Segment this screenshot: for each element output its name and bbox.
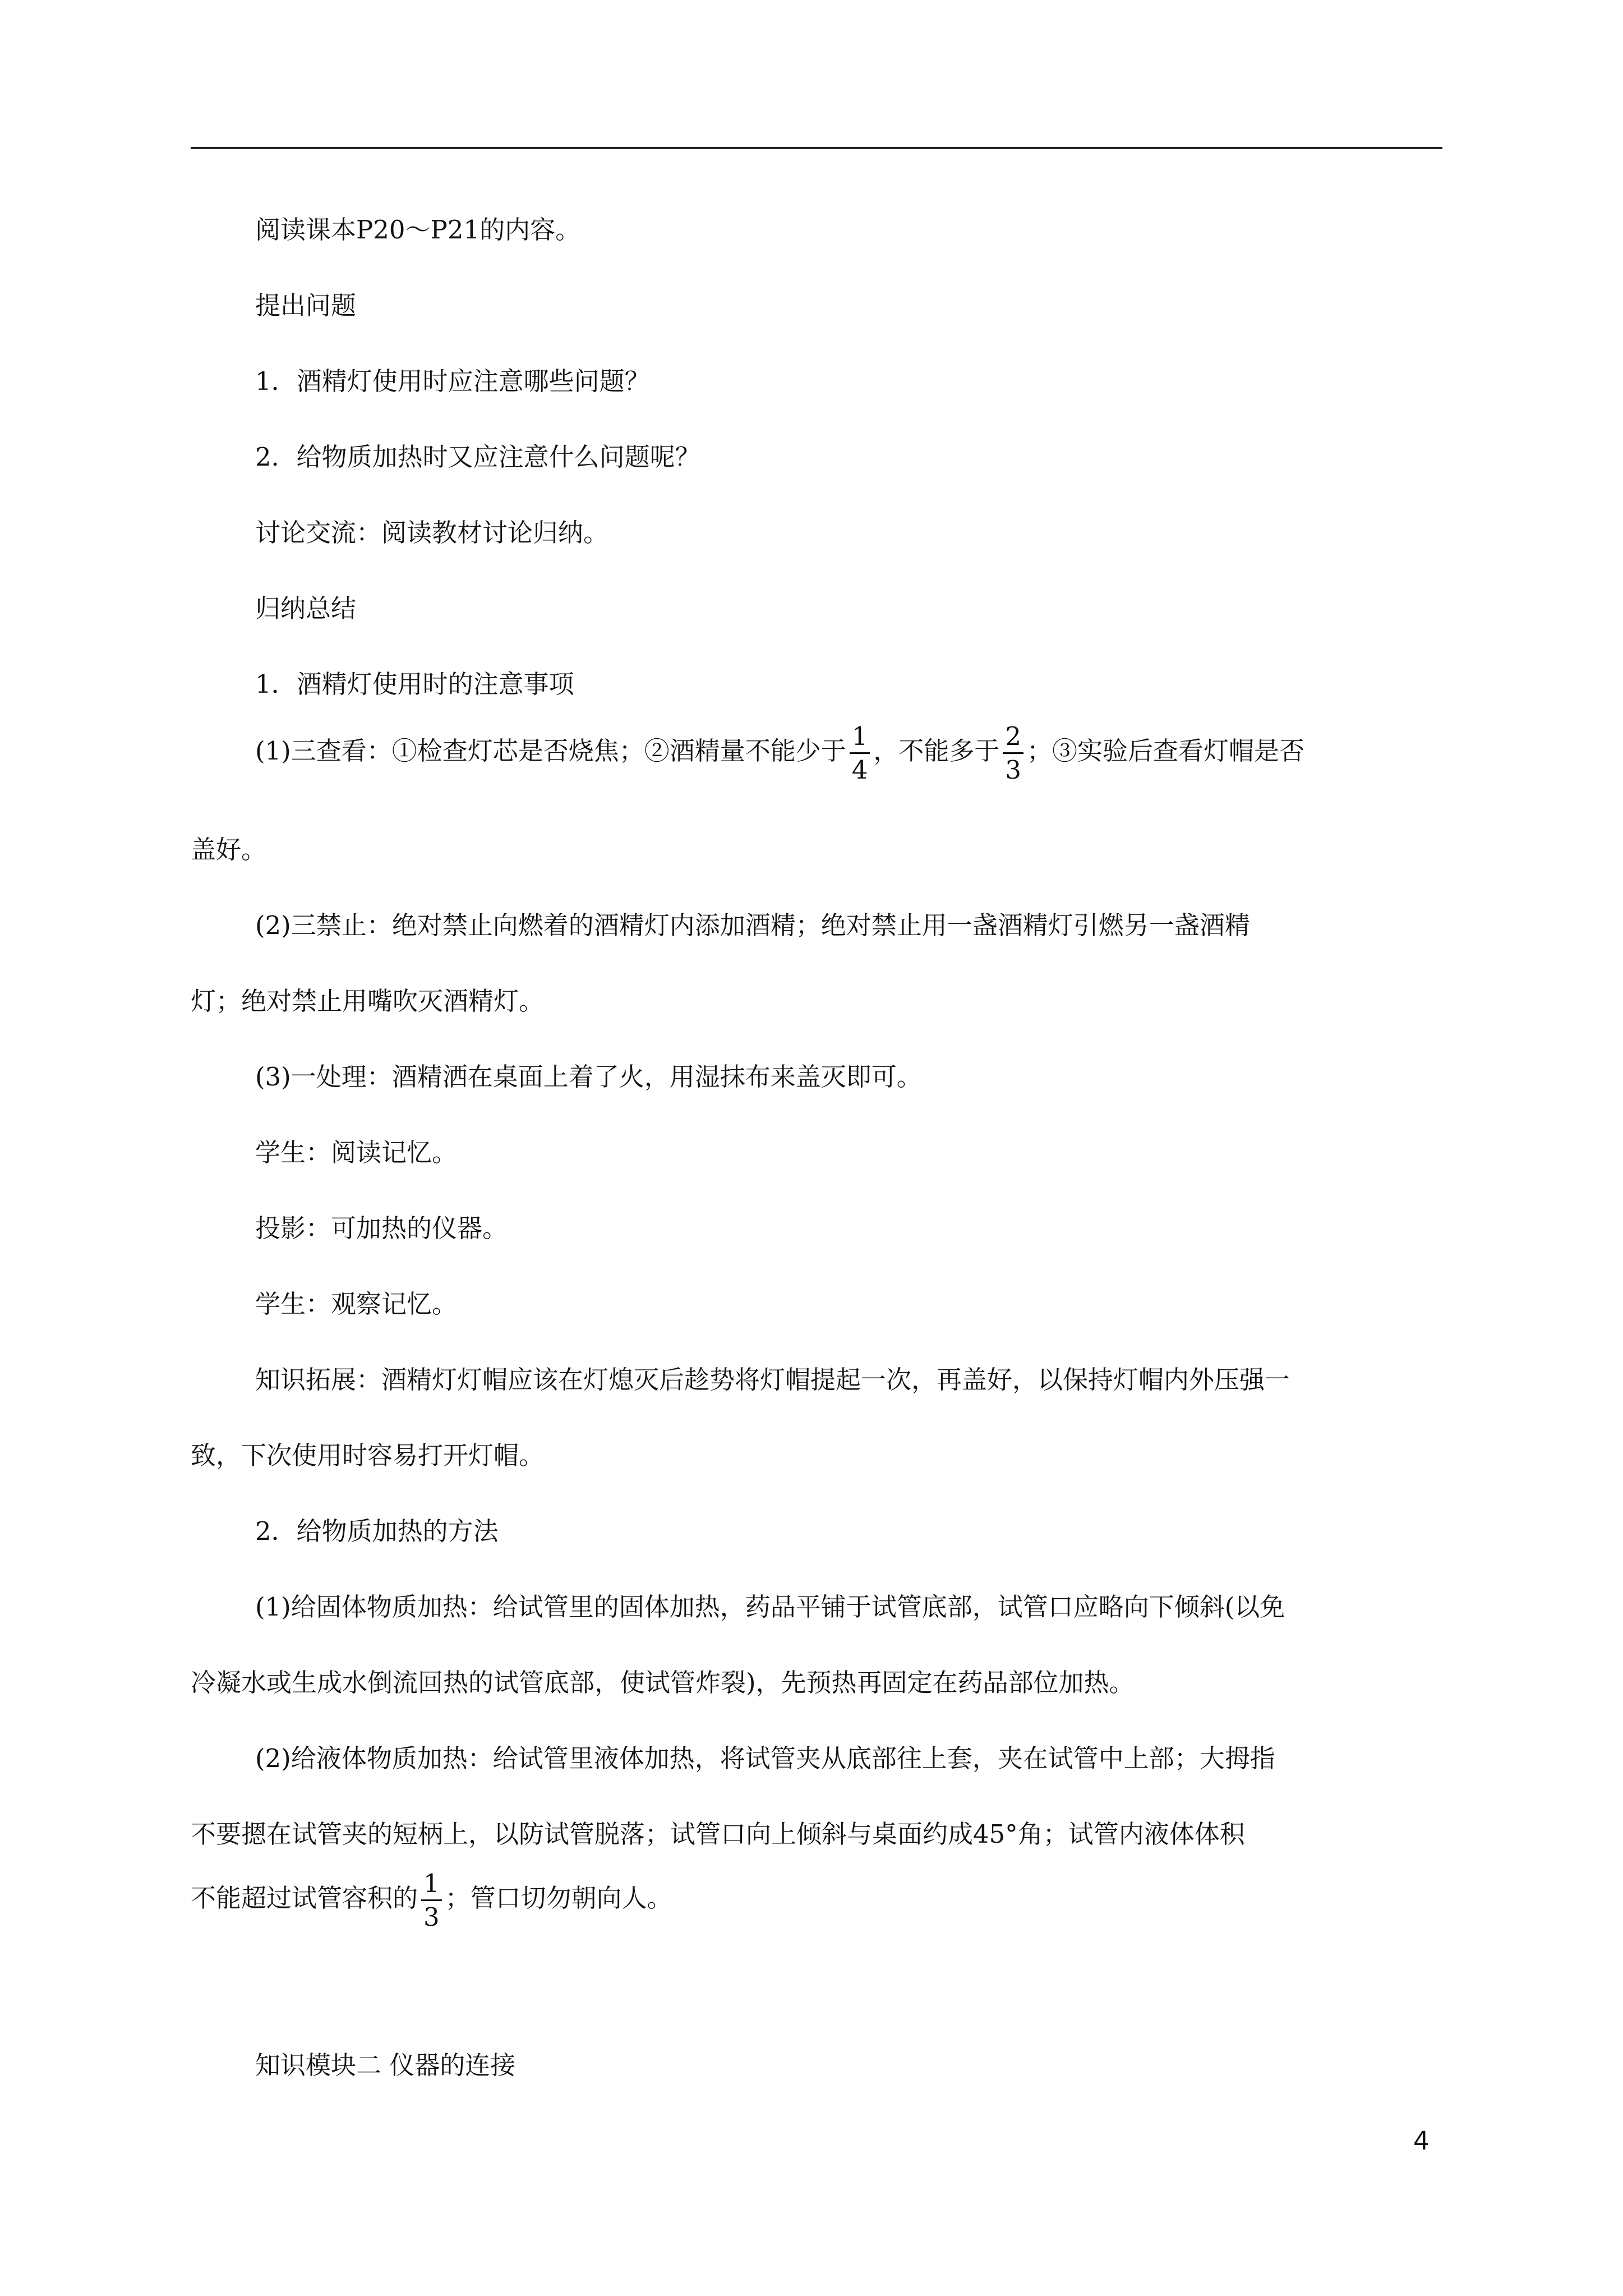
fraction-denominator: 3	[1003, 752, 1023, 783]
section-heading-summary: 归纳总结	[255, 593, 357, 623]
fraction-denominator: 3	[421, 1899, 442, 1930]
summary-item-1: 1．酒精灯使用时的注意事项	[255, 669, 574, 699]
three-checks-line	[255, 721, 1442, 785]
fraction-one-quarter	[850, 721, 870, 785]
projection-line: 投影：可加热的仪器。	[255, 1213, 508, 1243]
three-checks-continuation: 盖好。	[191, 835, 267, 864]
liquid-volume-line	[191, 1871, 1442, 1930]
three-checks-text-1: (1)三查看：①检查灯芯是否烧焦；②酒精量不能少于	[255, 736, 846, 766]
three-checks-text-3: ；③实验后查看灯帽是否	[1027, 736, 1305, 766]
fraction-two-thirds	[1003, 721, 1023, 785]
question-1: 1．酒精灯使用时应注意哪些问题？	[255, 366, 650, 396]
fraction-numerator: 1	[423, 1869, 440, 1898]
liquid-volume-text-1: 不能超过试管容积的	[191, 1883, 418, 1913]
discussion-line: 讨论交流：阅读教材讨论归纳。	[255, 518, 609, 547]
liquid-volume-text-2: ；管口切勿朝向人。	[445, 1883, 672, 1913]
knowledge-module-two-heading: 知识模块二 仪器的连接	[255, 2050, 516, 2080]
header-rule	[191, 147, 1442, 149]
fraction-numerator: 2	[1005, 721, 1022, 751]
solid-heating-continuation: 冷凝水或生成水倒流回热的试管底部，使试管炸裂)，先预热再固定在药品部位加热。	[191, 1668, 1135, 1697]
fraction-numerator: 1	[851, 721, 868, 751]
solid-heating-line: (1)给固体物质加热：给试管里的固体加热，药品平铺于试管底部，试管口应略向下倾斜(以免	[255, 1592, 1285, 1622]
reading-instruction: 阅读课本P20～P21的内容。	[255, 215, 581, 245]
liquid-heating-line: (2)给液体物质加热：给试管里液体加热，将试管夹从底部往上套，夹在试管中上部；大拇指	[255, 1743, 1275, 1773]
heating-methods-heading: 2．给物质加热的方法	[255, 1516, 499, 1546]
fraction-one-third	[421, 1871, 442, 1930]
student-observing: 学生：观察记忆。	[255, 1289, 458, 1319]
knowledge-extension: 知识拓展：酒精灯灯帽应该在灯熄灭后趁势将灯帽提起一次，再盖好，以保持灯帽内外压强一	[255, 1365, 1290, 1395]
student-reading: 学生：阅读记忆。	[255, 1138, 458, 1167]
question-2: 2．给物质加热时又应注意什么问题呢？	[255, 442, 700, 472]
section-heading-questions: 提出问题	[255, 291, 357, 320]
fraction-denominator: 4	[850, 752, 870, 783]
liquid-heating-continuation: 不要摁在试管夹的短柄上，以防试管脱落；试管口向上倾斜与桌面约成45°角；试管内液体体积	[191, 1819, 1245, 1849]
knowledge-extension-continuation: 致，下次使用时容易打开灯帽。	[191, 1441, 545, 1470]
one-handling-line: (3)一处理：酒精洒在桌面上着了火，用湿抹布来盖灭即可。	[255, 1062, 922, 1092]
page-number: 4	[1413, 2126, 1430, 2156]
three-prohibitions-line: (2)三禁止：绝对禁止向燃着的酒精灯内添加酒精；绝对禁止用一盏酒精灯引燃另一盏酒精	[255, 910, 1250, 940]
three-checks-text-2: ，不能多于	[873, 736, 1000, 766]
three-prohibitions-continuation: 灯；绝对禁止用嘴吹灭酒精灯。	[191, 986, 545, 1016]
